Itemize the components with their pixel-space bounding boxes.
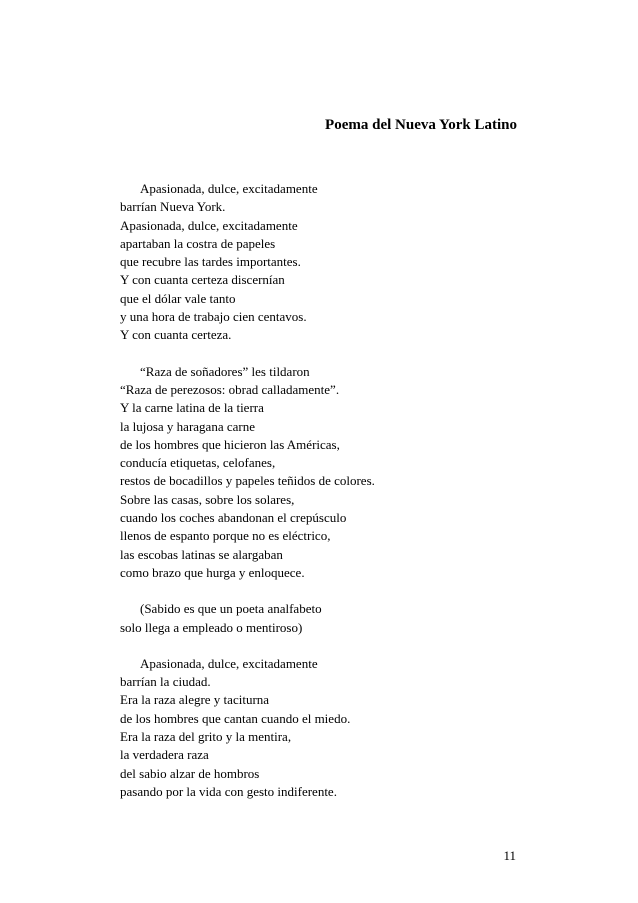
poem-line: conducía etiquetas, celofanes, — [120, 455, 276, 471]
poem-line: Apasionada, dulce, excitadamente — [120, 217, 298, 233]
stanza-3 — [120, 600, 540, 637]
poem-line: llenos de espanto porque no es eléctrico, — [120, 528, 331, 544]
poem-line: solo llega a empleado o mentiroso) — [120, 619, 303, 635]
poem-line: la verdadera raza — [120, 747, 209, 763]
stanza-2 — [120, 363, 540, 583]
poem-line: restos de bocadillos y papeles teñidos de colores. — [120, 473, 375, 489]
poem-line: Y con cuanta certeza. — [120, 327, 232, 343]
poem-line: Era la raza del grito y la mentira, — [120, 729, 292, 745]
poem-line: las escobas latinas se alargaban — [120, 546, 283, 562]
poem-line: cuando los coches abandonan el crepúsculo — [120, 510, 347, 526]
poem-line: pasando por la vida con gesto indiferente. — [120, 783, 337, 799]
poem-line: Y con cuanta certeza discernían — [120, 272, 285, 288]
poem-line: apartaban la costra de papeles — [120, 235, 276, 251]
poem-line: barrían Nueva York. — [120, 199, 226, 215]
poem-line: de los hombres que hicieron las Américas, — [120, 436, 340, 452]
poem-line: barrían la ciudad. — [120, 674, 211, 690]
stanza-1 — [120, 180, 540, 345]
poem-line: Era la raza alegre y taciturna — [120, 692, 270, 708]
poem-line: Apasionada, dulce, excitadamente — [140, 655, 318, 671]
poem-line: la lujosa y haragana carne — [120, 418, 255, 434]
poem-line: “Raza de perezosos: obrad calladamente”. — [120, 381, 340, 397]
poem-line: que recubre las tardes importantes. — [120, 254, 301, 270]
page-number: 11 — [503, 848, 516, 863]
poem-line: “Raza de soñadores” les tildaron — [140, 363, 310, 379]
poem-body — [120, 180, 540, 819]
poem-line: (Sabido es que un poeta analfabeto — [140, 601, 322, 617]
poem-line: que el dólar vale tanto — [120, 290, 236, 306]
poem-title: Poema del Nueva York Latino — [325, 117, 517, 133]
poem-line: de los hombres que cantan cuando el miedo. — [120, 710, 351, 726]
stanza-4 — [120, 655, 540, 801]
poem-line: Apasionada, dulce, excitadamente — [140, 181, 318, 196]
poem-line: Y la carne latina de la tierra — [120, 400, 264, 416]
poem-line: y una hora de trabajo cien centavos. — [120, 309, 307, 325]
poem-line: del sabio alzar de hombros — [120, 765, 260, 781]
poem-line: Sobre las casas, sobre los solares, — [120, 491, 295, 507]
poem-line: como brazo que hurga y enloquece. — [120, 564, 305, 580]
